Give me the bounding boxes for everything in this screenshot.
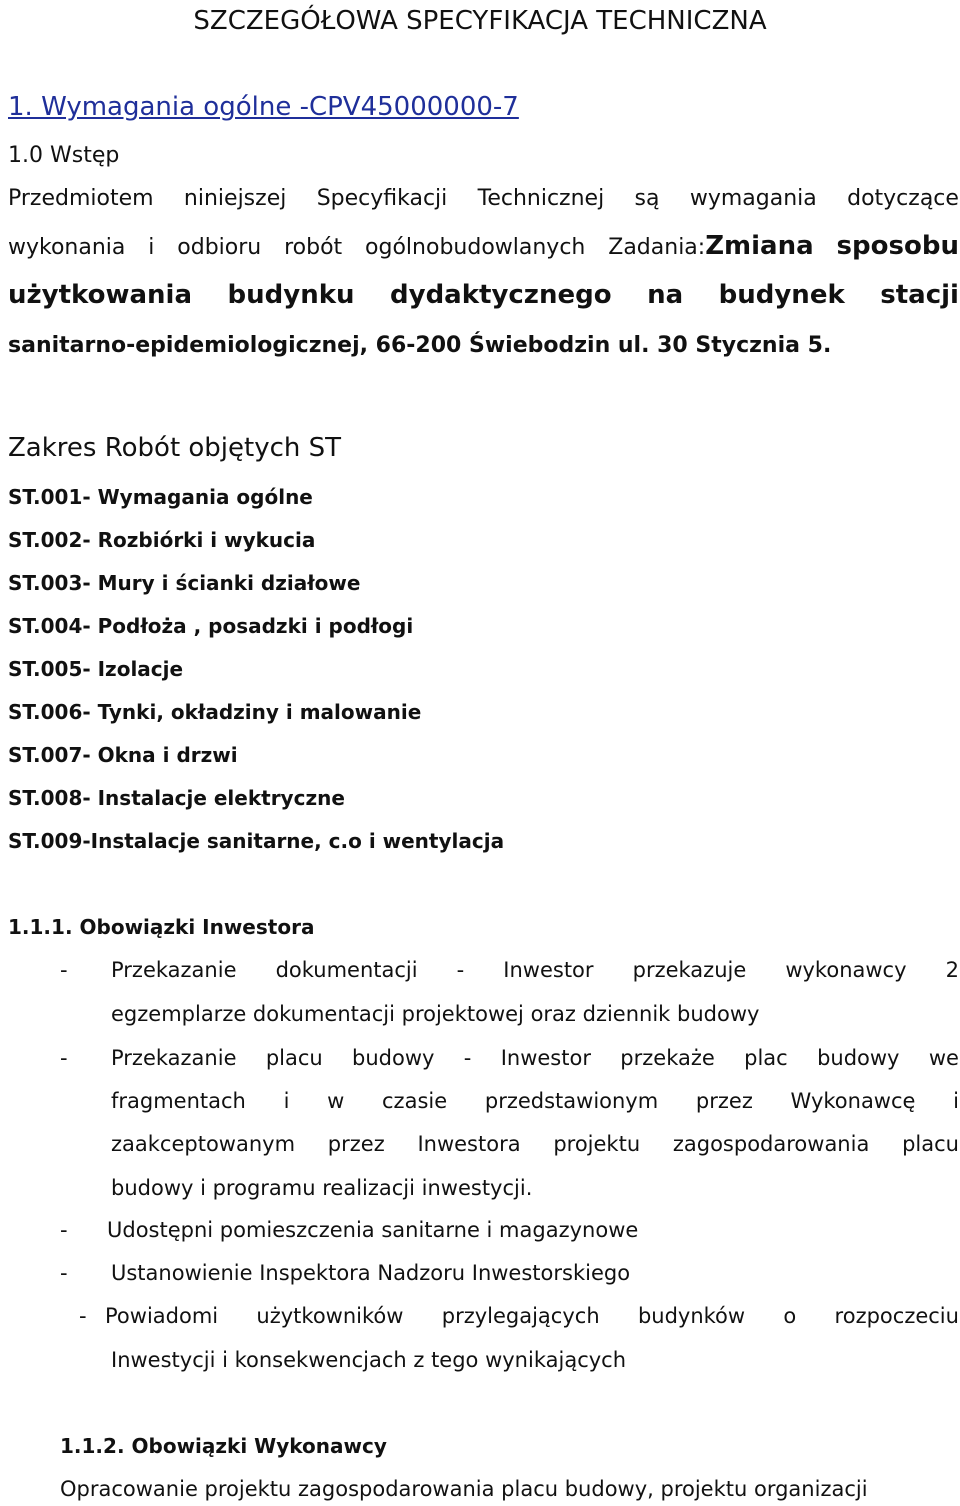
scope-item: ST.001- Wymagania ogólne	[8, 485, 313, 509]
intro-line-2: wykonania i odbioru robót ogólnobudowlanych Zadania:Zmiana sposobu	[8, 231, 959, 261]
bullet-dash: -	[79, 1304, 87, 1328]
contractor-line-1: Opracowanie projektu zagospodarowania placu budowy, projektu organizacji	[60, 1477, 868, 1501]
scope-item: ST.006- Tynki, okładziny i malowanie	[8, 700, 422, 724]
investor-item-1-line-2: egzemplarze dokumentacji projektowej oraz dziennik budowy	[111, 1002, 760, 1026]
investor-item-5-line-1: Powiadomi użytkowników przylegających budynków o rozpoczeciu	[105, 1304, 959, 1328]
scope-item: ST.007- Okna i drzwi	[8, 743, 238, 767]
investor-item-3: Udostępni pomieszczenia sanitarne i magazynowe	[107, 1218, 639, 1242]
bullet-dash: -	[60, 1218, 68, 1242]
scope-item: ST.003- Mury i ścianki działowe	[8, 571, 361, 595]
investor-item-1-line-1: Przekazanie dokumentacji - Inwestor przekazuje wykonawcy 2	[111, 958, 959, 982]
investor-item-4: Ustanowienie Inspektora Nadzoru Inwestorskiego	[111, 1261, 631, 1285]
bullet-dash: -	[60, 1261, 68, 1285]
bullet-dash: -	[60, 958, 68, 982]
investor-heading: 1.1.1. Obowiązki Inwestora	[8, 915, 315, 939]
scope-item: ST.009-Instalacje sanitarne, c.o i wentylacja	[8, 829, 505, 853]
subsection-heading: 1.0 Wstęp	[8, 143, 120, 168]
scope-heading: Zakres Robót objętych ST	[8, 433, 342, 463]
intro-line-3: użytkowania budynku dydaktycznego na budynek stacji	[8, 280, 959, 310]
intro-line-1: Przedmiotem niniejszej Specyfikacji Technicznej są wymagania dotyczące	[8, 186, 959, 211]
investor-item-2-line-1: Przekazanie placu budowy - Inwestor przekaże plac budowy we	[111, 1046, 959, 1070]
scope-item: ST.004- Podłoża , posadzki i podłogi	[8, 614, 414, 638]
investor-item-2-line-3: zaakceptowanym przez Inwestora projektu zagospodarowania placu	[111, 1132, 959, 1156]
section-heading-link[interactable]: 1. Wymagania ogólne -CPV45000000-7	[8, 92, 519, 122]
scope-item: ST.002- Rozbiórki i wykucia	[8, 528, 316, 552]
scope-item: ST.008- Instalacje elektryczne	[8, 786, 345, 810]
investor-item-2-line-2: fragmentach i w czasie przedstawionym przez Wykonawcę i	[111, 1089, 959, 1113]
bullet-dash: -	[60, 1046, 68, 1070]
investor-item-2-line-4: budowy i programu realizacji inwestycji.	[111, 1176, 533, 1200]
investor-item-5-line-2: Inwestycji i konsekwencjach z tego wynikających	[111, 1348, 627, 1372]
intro-line-4: sanitarno-epidemiologicznej, 66-200 Świebodzin ul. 30 Stycznia 5.	[8, 333, 832, 358]
document-title: SZCZEGÓŁOWA SPECYFIKACJA TECHNICZNA	[193, 6, 767, 36]
scope-item: ST.005- Izolacje	[8, 657, 184, 681]
contractor-heading: 1.1.2. Obowiązki Wykonawcy	[60, 1434, 387, 1458]
